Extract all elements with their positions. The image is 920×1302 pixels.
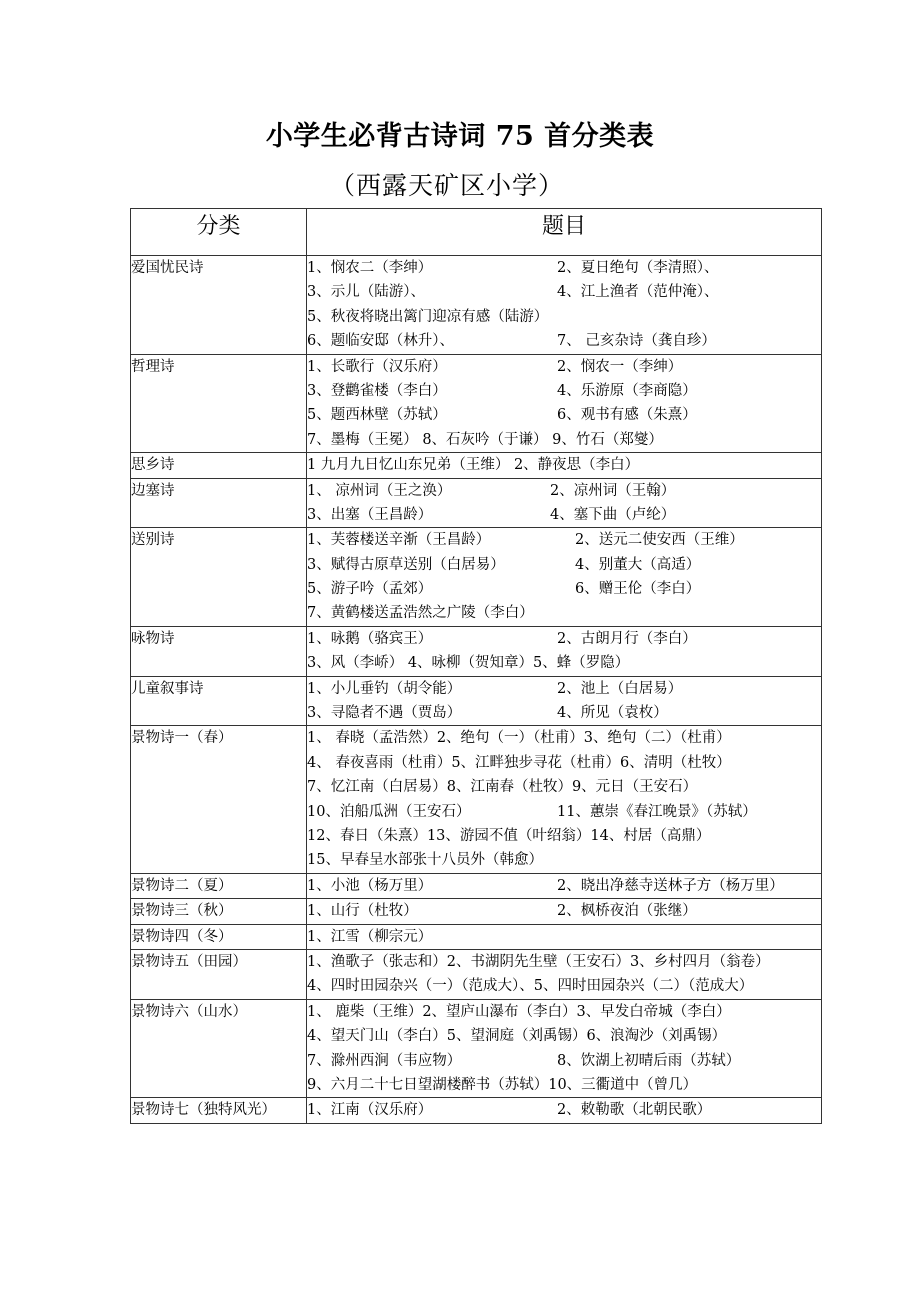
poem-entry: 3、寻隐者不遇（贾岛） xyxy=(307,705,462,722)
poem-entry: 2、晓出净慈寺送林子方（杨万里） xyxy=(557,877,784,894)
poem-entry: 4、所见（袁枚） xyxy=(557,705,668,722)
row-poem-list xyxy=(307,924,822,949)
poem-entry: 3、出塞（王昌龄） xyxy=(307,506,433,523)
poem-entry: 4、乐游原（李商隐） xyxy=(557,382,697,399)
row-category: 边塞诗 xyxy=(131,478,307,528)
poem-entry: 3、风（李峤） 4、咏柳（贺知章）5、蜂（罗隐） xyxy=(307,655,630,672)
poem-entry: 6、题临安邸（林升）、 xyxy=(307,333,454,350)
poem-line xyxy=(307,950,821,974)
poem-line xyxy=(307,874,821,898)
poem-entry: 7、黄鹤楼送孟浩然之广陵（李白） xyxy=(307,605,534,622)
poem-entry: 1、悯农二（李绅） xyxy=(307,260,433,276)
row-category: 爱国忧民诗 xyxy=(131,256,307,355)
poem-entry: 2、敕勒歌（北朝民歌） xyxy=(557,1102,712,1119)
document-title: 小学生必背古诗词 75 首分类表 xyxy=(265,121,655,152)
table-row xyxy=(131,999,822,1098)
poem-line xyxy=(307,899,821,923)
poem-entry: 1、 春晓（孟浩然）2、绝句（一）（杜甫）3、绝句（二）（杜甫） xyxy=(307,730,731,747)
poem-category-table xyxy=(130,208,822,1124)
poem-entry: 2、送元二使安西（王维） xyxy=(575,532,744,549)
poem-entry: 1、 凉州词（王之涣） xyxy=(307,482,452,499)
poem-line xyxy=(307,726,821,750)
poem-line xyxy=(307,256,821,280)
poem-entry: 1、江雪（柳宗元） xyxy=(307,928,433,945)
table-row xyxy=(131,1098,822,1123)
poem-entry: 4、江上渔者（范仲淹）、 xyxy=(557,284,719,301)
poem-line xyxy=(307,329,821,353)
table-row xyxy=(131,899,822,924)
row-category: 景物诗三（秋） xyxy=(131,899,307,924)
poem-line xyxy=(307,403,821,427)
row-category: 哲理诗 xyxy=(131,354,307,453)
poem-line xyxy=(307,453,821,477)
poem-line xyxy=(307,1049,821,1073)
table-row xyxy=(131,873,822,898)
poem-entry: 3、赋得古原草送别（白居易） xyxy=(307,556,505,573)
poem-entry: 5、题西林壁（苏轼） xyxy=(307,407,447,424)
row-poem-list xyxy=(307,873,822,898)
row-poem-list xyxy=(307,626,822,676)
row-category: 送别诗 xyxy=(131,528,307,627)
row-poem-list xyxy=(307,676,822,726)
poem-entry: 1、渔歌子（张志和）2、书湖阴先生壁（王安石）3、乡村四月（翁卷） xyxy=(307,954,770,970)
poem-line xyxy=(307,280,821,304)
poem-entry: 2、枫桥夜泊（张继） xyxy=(557,903,697,920)
row-poem-list xyxy=(307,528,822,627)
row-poem-list xyxy=(307,899,822,924)
table-row xyxy=(131,676,822,726)
row-category: 景物诗六（山水） xyxy=(131,999,307,1098)
poem-line xyxy=(307,305,821,329)
poem-entry: 1、 鹿柴（王维）2、望庐山瀑布（李白）3、早发白帝城（李白） xyxy=(307,1003,731,1020)
poem-line xyxy=(307,379,821,403)
poem-entry: 10、泊船瓜洲（王安石） xyxy=(307,803,471,820)
poem-entry: 1、小池（杨万里） xyxy=(307,877,433,894)
poem-entry: 1、小儿垂钓（胡令能） xyxy=(307,680,462,697)
poem-entry: 6、观书有感（朱熹） xyxy=(557,407,697,424)
table-row xyxy=(131,453,822,478)
row-poem-list xyxy=(307,478,822,528)
table-row xyxy=(131,256,822,355)
poem-entry: 1、长歌行（汉乐府） xyxy=(307,358,447,375)
poem-line xyxy=(307,824,821,848)
document-subtitle: （西露天矿区小学） xyxy=(330,171,565,200)
row-category: 景物诗一（春） xyxy=(131,726,307,873)
poem-line xyxy=(307,751,821,775)
header-category: 分类 xyxy=(131,209,307,256)
poem-line xyxy=(307,775,821,799)
poem-line xyxy=(307,677,821,701)
table-row xyxy=(131,626,822,676)
row-category: 思乡诗 xyxy=(131,453,307,478)
poem-entry: 4、塞下曲（卢纶） xyxy=(550,506,676,523)
poem-entry: 11、蕙崇《春江晚景》（苏轼） xyxy=(557,803,757,820)
poem-entry: 1、江南（汉乐府） xyxy=(307,1102,433,1119)
poem-entry: 1、芙蓉楼送辛渐（王昌龄） xyxy=(307,532,491,549)
poem-entry: 2、古朗月行（李白） xyxy=(557,630,697,647)
poem-line xyxy=(307,1073,821,1097)
poem-entry: 2、池上（白居易） xyxy=(557,680,683,697)
poem-entry: 9、六月二十七日望湖楼醉书（苏轼）10、三衢道中（曾几） xyxy=(307,1076,698,1093)
table-row xyxy=(131,478,822,528)
poem-entry: 15、早春呈水部张十八员外（韩愈） xyxy=(307,852,543,869)
row-category: 儿童叙事诗 xyxy=(131,676,307,726)
row-poem-list xyxy=(307,256,822,355)
poem-entry: 12、春日（朱熹）13、游园不值（叶绍翁）14、村居（高鼎） xyxy=(307,828,711,844)
poem-line xyxy=(307,925,821,949)
poem-entry: 7、滁州西涧（韦应物） xyxy=(307,1052,462,1069)
poem-entry: 7、墨梅（王冕） 8、石灰吟（于谦） 9、竹石（郑燮） xyxy=(307,431,663,448)
poem-line xyxy=(307,701,821,725)
poem-line xyxy=(307,1000,821,1024)
poem-entry: 4、四时田园杂兴（一）（范成大）、5、四时田园杂兴（二）（范成大） xyxy=(307,978,754,995)
poem-entry: 4、 春夜喜雨（杜甫）5、江畔独步寻花（杜甫）6、清明（杜牧） xyxy=(307,754,731,771)
poem-line xyxy=(307,651,821,675)
table-row xyxy=(131,924,822,949)
table-row xyxy=(131,528,822,627)
poem-line xyxy=(307,601,821,625)
row-category: 景物诗五（田园） xyxy=(131,950,307,1000)
table-row xyxy=(131,726,822,873)
poem-entry: 3、登鹳雀楼（李白） xyxy=(307,382,447,399)
poem-line xyxy=(307,974,821,998)
table-row xyxy=(131,354,822,453)
poem-line xyxy=(307,553,821,577)
row-poem-list xyxy=(307,354,822,453)
poem-entry: 1、山行（杜牧） xyxy=(307,903,418,920)
poem-entry: 3、示儿（陆游）、 xyxy=(307,284,425,301)
poem-entry: 8、饮湖上初晴后雨（苏轼） xyxy=(557,1052,741,1069)
row-poem-list xyxy=(307,1098,822,1123)
header-items: 题目 xyxy=(307,209,822,256)
poem-line xyxy=(307,503,821,527)
poem-line xyxy=(307,479,821,503)
poem-entry: 4、望天门山（李白）5、望洞庭（刘禹锡）6、浪淘沙（刘禹锡） xyxy=(307,1028,727,1045)
poem-entry: 2、凉州词（王翰） xyxy=(550,482,676,499)
row-poem-list xyxy=(307,726,822,873)
poem-line xyxy=(307,355,821,379)
row-category: 景物诗四（冬） xyxy=(131,924,307,949)
row-poem-list xyxy=(307,950,822,1000)
poem-entry: 1、咏鹅（骆宾王） xyxy=(307,630,433,647)
poem-entry: 6、赠王伦（李白） xyxy=(575,581,701,598)
row-category: 景物诗二（夏） xyxy=(131,873,307,898)
poem-line xyxy=(307,848,821,872)
poem-line xyxy=(307,627,821,651)
poem-line xyxy=(307,1098,821,1122)
poem-entry: 7、 己亥杂诗（龚自珍） xyxy=(557,333,716,350)
row-poem-list xyxy=(307,453,822,478)
poem-line xyxy=(307,577,821,601)
row-category: 景物诗七（独特风光） xyxy=(131,1098,307,1123)
poem-entry: 5、游子吟（孟郊） xyxy=(307,581,433,598)
poem-entry: 1 九月九日忆山东兄弟（王维） 2、静夜思（李白） xyxy=(307,457,640,474)
poem-line xyxy=(307,428,821,452)
poem-line xyxy=(307,800,821,824)
poem-entry: 7、忆江南（白居易）8、江南春（杜牧）9、元日（王安石） xyxy=(307,779,698,796)
table-row xyxy=(131,950,822,1000)
poem-entry: 4、别董大（高适） xyxy=(575,556,701,573)
poem-entry: 5、秋夜将晓出篱门迎凉有感（陆游） xyxy=(307,308,549,325)
row-category: 咏物诗 xyxy=(131,626,307,676)
row-poem-list xyxy=(307,999,822,1098)
poem-entry: 2、悯农一（李绅） xyxy=(557,358,683,375)
poem-entry: 2、夏日绝句（李清照）、 xyxy=(557,260,719,276)
poem-line xyxy=(307,528,821,552)
table-header-row xyxy=(131,209,822,256)
poem-line xyxy=(307,1024,821,1048)
